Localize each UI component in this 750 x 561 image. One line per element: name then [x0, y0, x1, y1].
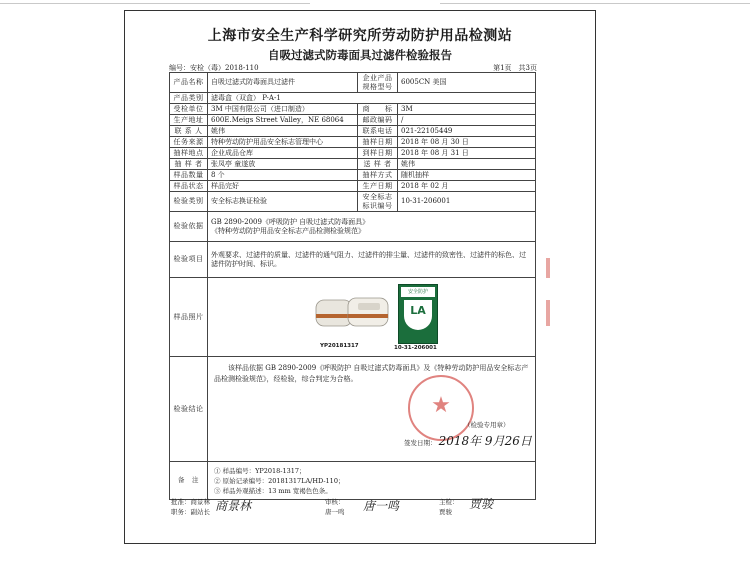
- table-row: [170, 93, 536, 104]
- cell-value: 特种劳动防护用品安全标志管理中心: [208, 137, 358, 148]
- mark-caption: 10-31-206001: [394, 345, 437, 351]
- table-row: [170, 137, 536, 148]
- cell-label: 抽 样 者: [170, 159, 208, 170]
- page-top-rule: [0, 3, 750, 4]
- conclusion-cell: [208, 357, 536, 462]
- cell-value: 姚伟: [398, 159, 536, 170]
- approver-label: 批准：商景林: [171, 498, 210, 506]
- basis-line: 《特种劳动防护用品安全标志产品检测检验规范》: [211, 226, 365, 235]
- cell-label: 样品状态: [170, 181, 208, 192]
- cell-label: 企业产品 规格型号: [358, 73, 398, 93]
- table-row: [170, 192, 536, 212]
- tester-sign: [437, 497, 536, 517]
- la-mark-text: LA: [410, 304, 426, 317]
- cell-value: 2018 年 08 月 30 日: [398, 137, 536, 148]
- cell-label: 备 注: [170, 462, 208, 500]
- filter-cartridge-image: [314, 294, 394, 334]
- reviewer-name: 唐一鸣: [325, 508, 345, 516]
- cell-label: 产品名称: [170, 73, 208, 93]
- cell-label: 联 系 人: [170, 126, 208, 137]
- cell-label: 送 样 者: [358, 159, 398, 170]
- cell-value: 600E.Meigs Street Valley，NE 68064: [208, 115, 358, 126]
- cell-value: 滤毒盒（双盒） P-A-1: [208, 93, 536, 104]
- cell-label: 样品照片: [170, 278, 208, 357]
- photo-cell: [208, 278, 536, 357]
- cell-label: 样品数量: [170, 170, 208, 181]
- remark-line: ③ 样品外观描述：13 mm 宽褐色色条。: [214, 486, 332, 495]
- report-number: 编号：安检（毒）2018-110: [169, 64, 259, 72]
- cell-value: 3M 中国有限公司（进口制造）: [208, 104, 358, 115]
- approver-signature: 商景林: [215, 499, 252, 513]
- reviewer-label: 审核：: [325, 498, 345, 506]
- remark-line: ② 原始记录编号：20181317LA/HD-110；: [214, 476, 345, 485]
- cell-label: 到样日期: [358, 148, 398, 159]
- page-count: 第1页 共3页: [493, 64, 537, 72]
- table-row: [170, 126, 536, 137]
- reviewer-sign: [323, 497, 437, 517]
- remarks-cell: [208, 462, 536, 500]
- la-mark-top-label: 安全防护: [401, 287, 435, 297]
- table-row: [170, 181, 536, 192]
- tester-signature: 贾骏: [469, 497, 494, 511]
- cell-label: 抽样日期: [358, 137, 398, 148]
- cell-value: 3M: [398, 104, 536, 115]
- table-row: [170, 278, 536, 357]
- table-row: [170, 170, 536, 181]
- seal-edge-mark: [546, 300, 550, 326]
- cell-label: 检验结论: [170, 357, 208, 462]
- report-title: 自吸过滤式防毒面具过滤件检验报告: [268, 48, 452, 62]
- remark-line: ① 样品编号：YP2018-1317；: [214, 466, 306, 475]
- conclusion-text: 该样品依据 GB 2890-2009《呼吸防护 自吸过滤式防毒面具》及《特种劳动防护用品安全标志产品检测检验规范》，经检验，综合判定为合格。: [214, 364, 529, 383]
- issue-date-handwritten: 2018年 9月26日: [438, 434, 532, 448]
- cell-value: 6005CN 美国: [398, 73, 536, 93]
- cell-value: 2018 年 08 月 31 日: [398, 148, 536, 159]
- cell-value: 021-22105449: [398, 126, 536, 137]
- seal-edge-mark: [546, 258, 550, 278]
- institute-title: 上海市安全生产科学研究所劳动防护用品检测站: [207, 28, 513, 44]
- signature-block: [169, 497, 536, 517]
- cell-label: 邮政编码: [358, 115, 398, 126]
- shield-icon: [404, 300, 432, 330]
- cell-label: 安全标志 标识编号: [358, 192, 398, 212]
- table-row: [170, 357, 536, 462]
- cell-label: 商 标: [358, 104, 398, 115]
- basis-cell: [208, 212, 536, 242]
- cell-label: 产品类别: [170, 93, 208, 104]
- table-row: [170, 104, 536, 115]
- table-row: [170, 159, 536, 170]
- table-row: [170, 115, 536, 126]
- cell-label: 联系电话: [358, 126, 398, 137]
- inspection-seal-stamp: ★: [408, 375, 474, 441]
- cell-label: 受检单位: [170, 104, 208, 115]
- table-row: [170, 462, 536, 500]
- cell-value: 样品完好: [208, 181, 358, 192]
- cell-value: 2018 年 02 月: [398, 181, 536, 192]
- table-row: [170, 73, 536, 93]
- approver-title: 职务：副站长: [171, 508, 210, 516]
- cell-value: 姚伟: [208, 126, 358, 137]
- tester-label: 主检：: [439, 498, 459, 506]
- table-row: [170, 242, 536, 278]
- cell-value: 安全标志换证检验: [208, 192, 358, 212]
- basis-line: GB 2890-2009《呼吸防护 自吸过滤式防毒面具》: [211, 217, 370, 226]
- report-header: [125, 27, 595, 63]
- cell-label: 抽样方式: [358, 170, 398, 181]
- cell-label: 任务来源: [170, 137, 208, 148]
- la-safety-mark: [398, 284, 438, 344]
- report-sheet: [124, 10, 596, 544]
- cell-value: 外观要求、过滤件的质量、过滤件的通气阻力、过滤件的排尘量、过滤件的致密性、过滤件的标色、过滤件防护时间、标识。: [208, 242, 536, 278]
- signature-row: [169, 497, 536, 517]
- report-table: [169, 72, 536, 500]
- cell-value: /: [398, 115, 536, 126]
- cell-value: 8 个: [208, 170, 358, 181]
- cell-label: 生产日期: [358, 181, 398, 192]
- table-row: [170, 148, 536, 159]
- cell-value: 张凤亭 童遂放: [208, 159, 358, 170]
- cell-label: 检验项目: [170, 242, 208, 278]
- reviewer-signature: 唐一鸣: [363, 499, 400, 513]
- cell-label: 检验类别: [170, 192, 208, 212]
- photo-caption: YP20181317: [320, 343, 359, 349]
- stamp-note: （检验专用章）: [464, 421, 510, 429]
- cell-value: 企业成品仓库: [208, 148, 358, 159]
- cell-label: 抽样地点: [170, 148, 208, 159]
- cell-label: 生产地址: [170, 115, 208, 126]
- cell-value: 自吸过滤式防毒面具过滤件: [208, 73, 358, 93]
- table-row: [170, 212, 536, 242]
- issue-date-label: 签发日期：: [404, 439, 437, 447]
- issue-date: [404, 434, 532, 448]
- cell-value: 10-31-206001: [398, 192, 536, 212]
- tester-name: 贾骏: [439, 508, 452, 516]
- approver-sign: [169, 497, 323, 517]
- cell-label: 检验依据: [170, 212, 208, 242]
- cell-value: 随机抽样: [398, 170, 536, 181]
